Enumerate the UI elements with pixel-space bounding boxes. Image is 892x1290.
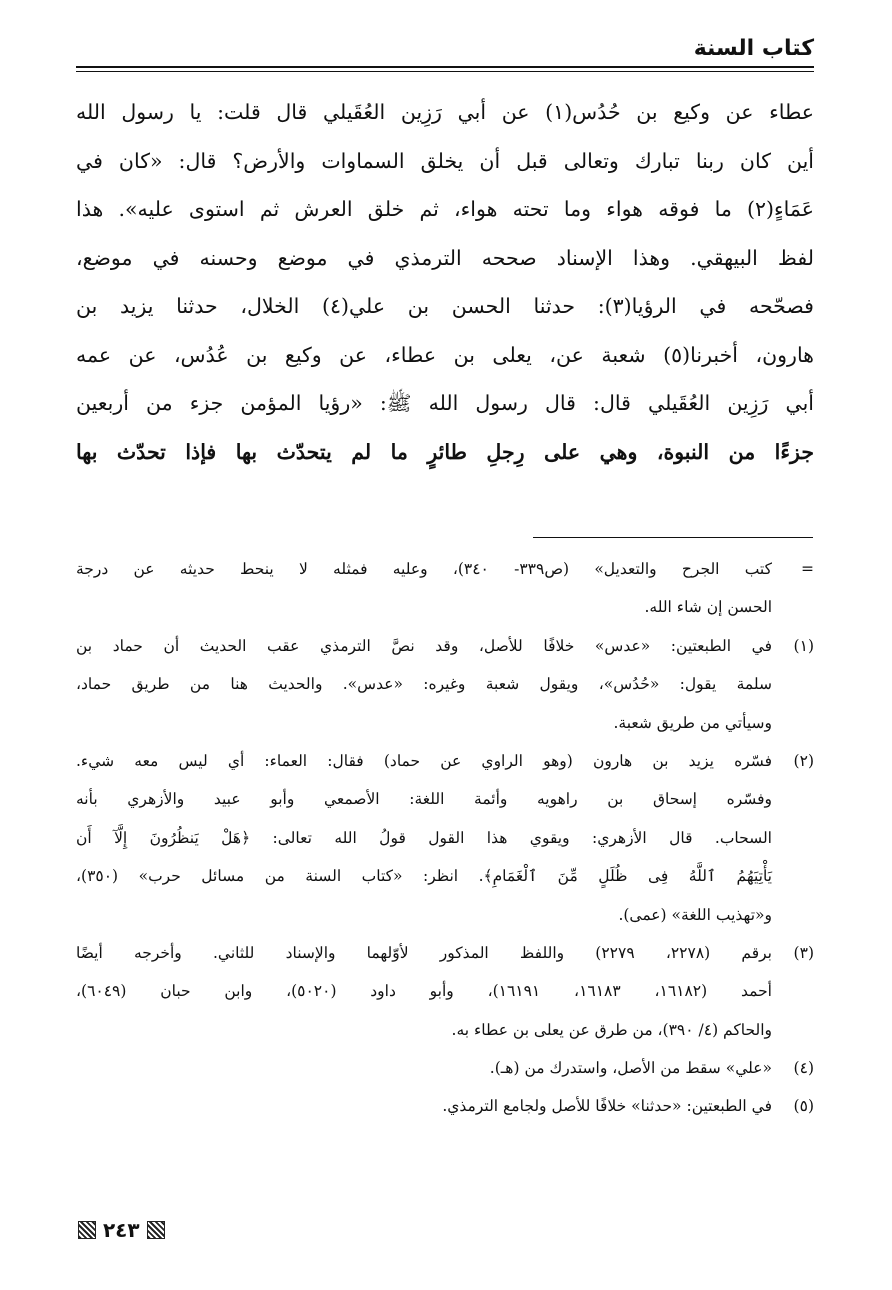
main-line: جزءًا من النبوة، وهي على رِجلِ طائرٍ ما لم يتحدّث بها فإذا تحدّث بها xyxy=(76,439,814,464)
main-line: لفظ البيهقي. وهذا الإسناد صححه الترمذي في موضع وحسنه في موضع، xyxy=(76,245,814,270)
main-line: عَمَاءٍ(٢) ما فوقه هواء وما تحته هواء، ثم خلق العرش ثم استوى عليه». هذا xyxy=(76,197,814,221)
footnote-line xyxy=(76,588,814,626)
footnote-line xyxy=(76,896,814,934)
main-text xyxy=(76,88,814,476)
page-number xyxy=(78,1218,165,1242)
footnote-line xyxy=(76,780,814,818)
footnote-marker: (٥) xyxy=(793,1097,814,1116)
footnote-line xyxy=(76,1011,814,1049)
footnote-line xyxy=(76,627,814,665)
footnote-text: الحسن إن شاء الله. xyxy=(644,598,772,617)
footnote-line xyxy=(76,857,814,895)
footnote-line xyxy=(76,972,814,1010)
footnote-line xyxy=(76,819,814,857)
page-number-value: ٢٤٣ xyxy=(102,1218,140,1242)
footnote-marker: = xyxy=(801,560,814,578)
footnote-line xyxy=(76,934,814,972)
main-line: هارون، أخبرنا(٥) شعبة عن، يعلى بن عطاء، عن وكيع بن عُدُس، عن عمه xyxy=(76,342,814,367)
footnote-line xyxy=(76,742,814,780)
footnote-marker: (٤) xyxy=(793,1059,814,1078)
footnotes xyxy=(76,550,814,1126)
header-rule-thin xyxy=(76,71,814,72)
header-rule-thick xyxy=(76,66,814,68)
footnote-text: و«تهذيب اللغة» (عمى). xyxy=(618,905,772,924)
footnote-line xyxy=(76,1087,814,1125)
footnote-marker: (٢) xyxy=(793,751,814,770)
footnote-text: في الطبعتين: «حدثنا» خلافًا للأصل ولجامع الترمذي. xyxy=(442,1097,772,1116)
footnote-separator xyxy=(533,537,813,538)
main-line: عطاء عن وكيع بن حُدُس(١) عن أبي رَزِين العُقَيلي قال قلت: يا رسول الله xyxy=(76,100,814,124)
running-header-title: كتاب السنة xyxy=(693,36,814,61)
footnote-text: في الطبعتين: «عدس» خلافًا للأصل، وقد نصَّ الترمذي عقب الحديث أن حماد بن xyxy=(76,636,772,655)
footnote-text: «علي» سقط من الأصل، واستدرك من (هـ). xyxy=(489,1059,772,1078)
footnote-text: والحاكم (٤/ ٣٩٠)، من طرق عن يعلى بن عطاء به. xyxy=(451,1020,772,1039)
footnote-text: سلمة يقول: «حُدُس»، ويقول شعبة وغيره: «عدس». والحديث هنا من طريق حماد، xyxy=(76,675,772,694)
main-line: أين كان ربنا تبارك وتعالى قبل أن يخلق السماوات والأرض؟ قال: «كان في xyxy=(76,148,814,173)
footnote-text: برقم (٢٢٧٨، ٢٢٧٩) واللفظ المذكور لأوّلهما والإسناد للثاني. وأخرجه أيضًا xyxy=(76,943,772,962)
footnote-text: وفسّره إسحاق بن راهويه وأئمة اللغة: الأصمعي وأبو عبيد والأزهري بأنه xyxy=(76,790,772,809)
footnote-line xyxy=(76,704,814,742)
ornament-icon xyxy=(78,1221,96,1239)
footnote-marker: (١) xyxy=(793,636,814,655)
main-line: أبي رَزِين العُقَيلي قال: قال رسول الله ﷺ: «رؤيا المؤمن جزء من أربعين xyxy=(76,391,814,415)
main-line: فصحّحه في الرؤيا(٣): حدثنا الحسن بن علي(٤) الخلال، حدثنا يزيد بن xyxy=(76,294,814,318)
footnote-text: يَأْتِيَهُمُ ٱللَّهُ فِى ظُلَلٍ مِّنَ ٱلْغَمَامِ﴾. انظر: «كتاب السنة من مسائل حرب» (٣٥٠)، xyxy=(76,867,772,886)
footnote-text: السحاب. قال الأزهري: ويقوي هذا القول قولُ الله تعالى: ﴿هَلْ يَنظُرُونَ إِلَّآ أَن xyxy=(76,828,772,847)
footnote-marker: (٣) xyxy=(793,943,814,962)
ornament-icon xyxy=(147,1221,165,1239)
footnote-text: وسيأتي من طريق شعبة. xyxy=(613,713,772,732)
footnote-line xyxy=(76,665,814,703)
footnote-text: فسّره يزيد بن هارون (وهو الراوي عن حماد) فقال: العماء: أي ليس معه شيء. xyxy=(76,751,772,770)
footnote-line xyxy=(76,1049,814,1087)
footnote-text: أحمد (١٦١٨٢، ١٦١٨٣، ١٦١٩١)، وأبو داود (٥٠٢٠)، وابن حبان (٦٠٤٩)، xyxy=(76,982,772,1001)
footnote-text: كتب الجرح والتعديل» (ص٣٣٩- ٣٤٠)، وعليه فمثله لا ينحط حديثه عن درجة xyxy=(76,560,772,578)
footnote-line xyxy=(76,550,814,588)
